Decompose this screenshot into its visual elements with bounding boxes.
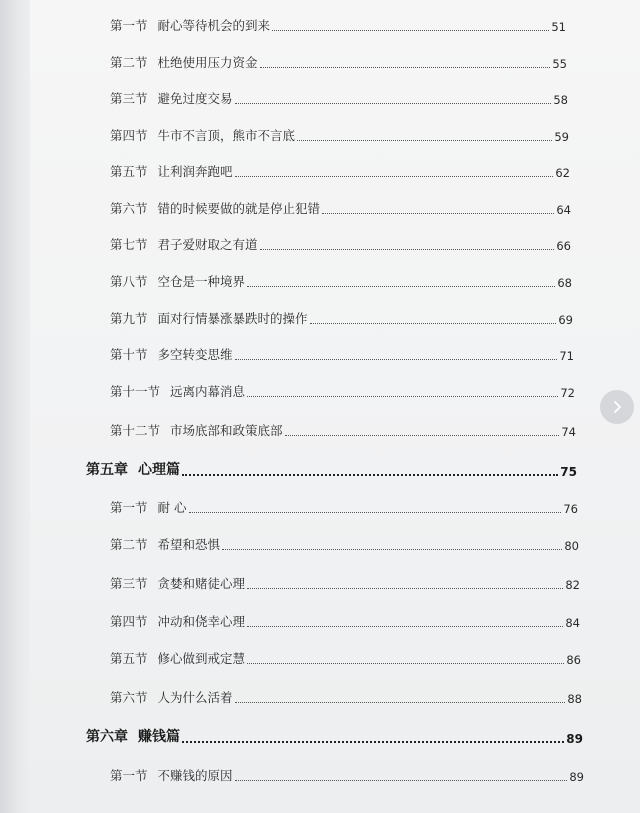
- next-page-button[interactable]: [600, 390, 634, 424]
- toc-section: [110, 309, 573, 327]
- toc-entry-number: 第六节: [110, 201, 148, 216]
- toc-section: [110, 162, 570, 180]
- toc-entry-page: 76: [563, 502, 578, 516]
- toc-leader-dots: [235, 103, 552, 104]
- toc-section: [110, 688, 582, 706]
- toc-leader-dots: [260, 249, 555, 250]
- toc-entry-number: 第十二节: [110, 423, 161, 438]
- toc-leader-dots: [247, 286, 555, 287]
- toc-entry-label: [110, 421, 283, 439]
- toc-section: [110, 766, 584, 784]
- toc-entry-page: 62: [555, 166, 570, 180]
- toc-section: [110, 535, 579, 553]
- toc-entry-number: 第七节: [110, 237, 148, 252]
- book-page: [30, 0, 640, 813]
- toc-entry-label: [86, 726, 180, 746]
- toc-leader-dots: [297, 140, 552, 141]
- toc-section: [110, 126, 569, 144]
- toc-chapter: [86, 461, 577, 479]
- toc-entry-title: 冲动和侥幸心理: [157, 614, 246, 629]
- toc-entry-page: 72: [560, 386, 575, 400]
- toc-entry-label: [110, 649, 245, 667]
- toc-leader-dots: [222, 549, 562, 550]
- toc-entry-page: 55: [552, 57, 567, 71]
- toc-entry-page: 66: [556, 239, 571, 253]
- toc-entry-label: [110, 309, 308, 327]
- toc-entry-label: [110, 766, 233, 784]
- toc-leader-dots: [182, 741, 564, 743]
- toc-section: [110, 272, 572, 290]
- toc-entry-title: 人为什么活着: [157, 690, 233, 705]
- toc-entry-page: 59: [554, 130, 569, 144]
- toc-entry-title: 市场底部和政策底部: [170, 423, 283, 438]
- page-edge: [0, 0, 30, 813]
- toc-entry-title: 耐心等待机会的到来: [157, 18, 271, 33]
- toc-entry-title: 君子爱财取之有道: [157, 237, 258, 252]
- toc-entry-number: 第四节: [110, 128, 148, 143]
- toc-leader-dots: [322, 213, 554, 214]
- toc-leader-dots: [260, 67, 551, 68]
- toc-entry-title: 贪婪和赌徒心理: [157, 576, 246, 591]
- toc-entry-label: [86, 459, 180, 479]
- toc-entry-number: 第一节: [110, 768, 148, 783]
- toc-section: [110, 574, 580, 592]
- toc-entry-label: [110, 272, 245, 290]
- toc-section: [110, 498, 578, 516]
- toc-entry-page: 80: [564, 539, 579, 553]
- toc-entry-number: 第一节: [110, 18, 148, 33]
- toc-entry-page: 88: [567, 692, 582, 706]
- toc-entry-label: [110, 199, 320, 217]
- toc-entry-page: 64: [556, 203, 571, 217]
- toc-entry-title: 牛市不言顶，熊市不言底: [157, 128, 296, 143]
- toc-entry-page: 75: [560, 465, 577, 479]
- toc-leader-dots: [235, 780, 568, 781]
- toc-entry-page: 58: [553, 93, 568, 107]
- toc-entry-title: 不赚钱的原因: [157, 768, 233, 783]
- toc-entry-number: 第八节: [110, 274, 148, 289]
- toc-entry-title: 耐 心: [157, 500, 187, 515]
- toc-entry-title: 赚钱篇: [138, 729, 180, 745]
- toc-entry-page: 89: [566, 732, 583, 746]
- toc-entry-title: 希望和恐惧: [157, 537, 221, 552]
- toc-section: [110, 345, 574, 363]
- toc-entry-number: 第五节: [110, 651, 148, 666]
- toc-leader-dots: [272, 30, 549, 31]
- toc-entry-number: 第五章: [86, 462, 128, 478]
- toc-entry-number: 第一节: [110, 500, 148, 515]
- toc-leader-dots: [247, 626, 563, 627]
- toc-leader-dots: [247, 663, 564, 664]
- toc-entry-title: 避免过度交易: [157, 91, 233, 106]
- toc-entry-title: 让利润奔跑吧: [157, 164, 233, 179]
- toc-section: [110, 53, 567, 71]
- toc-entry-number: 第三节: [110, 576, 148, 591]
- toc-entry-number: 第九节: [110, 311, 148, 326]
- toc-section: [110, 235, 571, 253]
- toc-section: [110, 421, 576, 439]
- toc-chapter: [86, 728, 583, 746]
- toc-entry-title: 远离内幕消息: [170, 384, 246, 399]
- toc-entry-label: [110, 126, 295, 144]
- toc-entry-title: 杜绝使用压力资金: [157, 55, 258, 70]
- toc-leader-dots: [189, 512, 562, 513]
- toc-leader-dots: [235, 702, 566, 703]
- toc-section: [110, 382, 575, 400]
- toc-leader-dots: [310, 323, 557, 324]
- table-of-contents: [30, 0, 640, 813]
- toc-entry-label: [110, 53, 258, 71]
- toc-entry-title: 修心做到戒定慧: [157, 651, 246, 666]
- toc-entry-title: 心理篇: [138, 462, 180, 478]
- toc-entry-number: 第十一节: [110, 384, 161, 399]
- toc-leader-dots: [285, 435, 560, 436]
- toc-entry-number: 第五节: [110, 164, 148, 179]
- toc-entry-label: [110, 612, 245, 630]
- toc-entry-number: 第六节: [110, 690, 148, 705]
- toc-section: [110, 16, 566, 34]
- toc-section: [110, 199, 571, 217]
- toc-entry-label: [110, 535, 220, 553]
- toc-entry-label: [110, 345, 233, 363]
- toc-entry-label: [110, 574, 245, 592]
- toc-entry-page: 74: [561, 425, 576, 439]
- toc-leader-dots: [247, 396, 558, 397]
- toc-entry-number: 第三节: [110, 91, 148, 106]
- toc-entry-page: 82: [565, 578, 580, 592]
- toc-entry-page: 84: [565, 616, 580, 630]
- toc-entry-title: 多空转变思维: [157, 347, 233, 362]
- toc-entry-number: 第二节: [110, 55, 148, 70]
- toc-entry-page: 69: [558, 313, 573, 327]
- toc-entry-title: 空仓是一种境界: [157, 274, 246, 289]
- toc-entry-page: 89: [569, 770, 584, 784]
- toc-entry-title: 面对行情暴涨暴跌时的操作: [157, 311, 308, 326]
- toc-entry-number: 第六章: [86, 729, 128, 745]
- toc-entry-page: 86: [566, 653, 581, 667]
- toc-entry-number: 第二节: [110, 537, 148, 552]
- toc-entry-number: 第十节: [110, 347, 148, 362]
- toc-section: [110, 612, 580, 630]
- toc-leader-dots: [247, 588, 563, 589]
- toc-entry-page: 71: [559, 349, 574, 363]
- toc-entry-page: 51: [551, 20, 566, 34]
- toc-entry-label: [110, 235, 258, 253]
- toc-leader-dots: [235, 359, 558, 360]
- chevron-right-icon: [610, 400, 624, 414]
- toc-entry-page: 68: [557, 276, 572, 290]
- toc-entry-label: [110, 162, 233, 180]
- toc-leader-dots: [235, 176, 554, 177]
- toc-entry-number: 第四节: [110, 614, 148, 629]
- toc-entry-label: [110, 498, 187, 516]
- toc-section: [110, 649, 581, 667]
- toc-section: [110, 89, 568, 107]
- toc-entry-title: 错的时候要做的就是停止犯错: [157, 201, 321, 216]
- toc-entry-label: [110, 688, 233, 706]
- toc-leader-dots: [182, 474, 558, 476]
- toc-entry-label: [110, 16, 270, 34]
- toc-entry-label: [110, 89, 233, 107]
- toc-entry-label: [110, 382, 245, 400]
